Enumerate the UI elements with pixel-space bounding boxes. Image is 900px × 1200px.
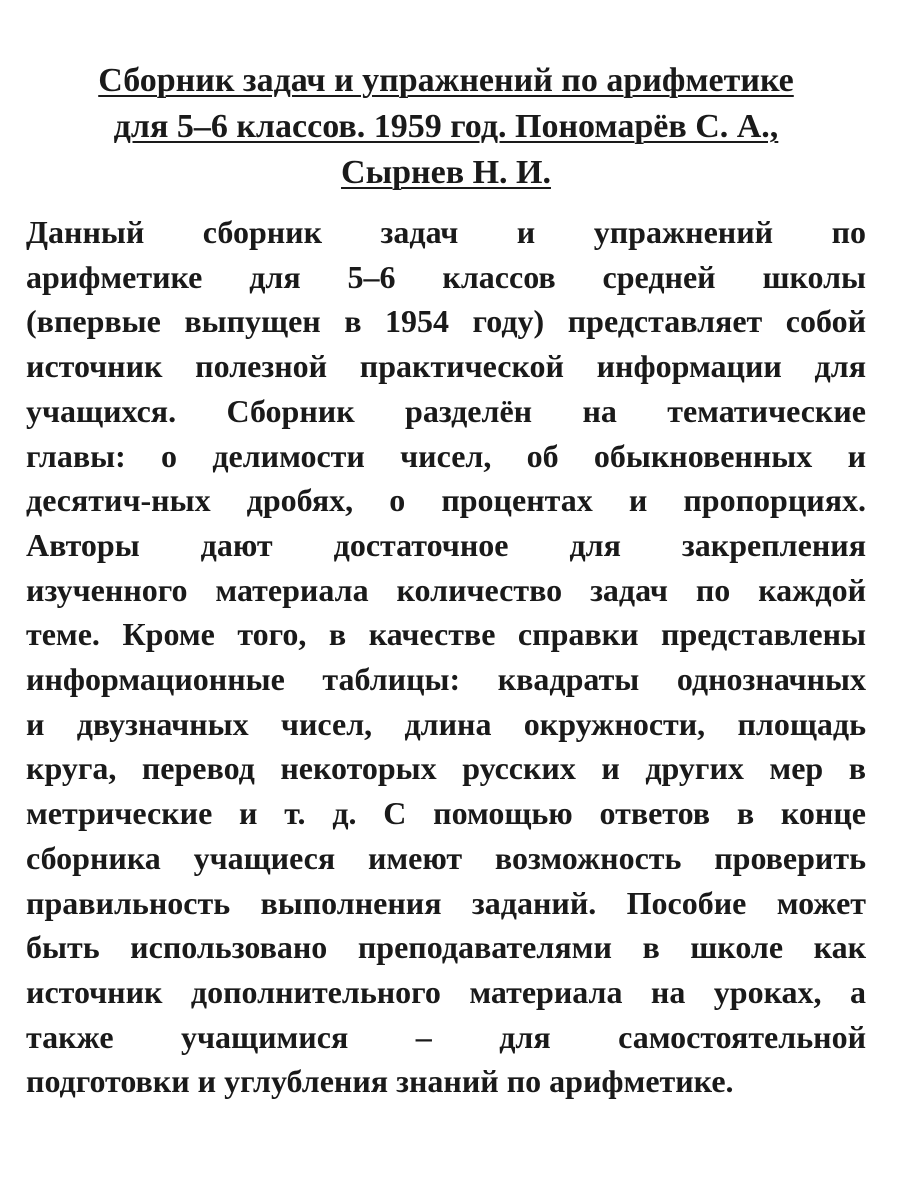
body-line: круга, перевод некоторых русских и других мер в xyxy=(26,750,866,787)
body-line: Авторы дают достаточное для закрепления xyxy=(26,526,866,563)
body-line: Данный сборник задач и упражнений по xyxy=(26,214,866,250)
body-line: сборника учащиеся имеют возможность проверить xyxy=(26,839,866,876)
body-line: также учащимися – для самостоятельной xyxy=(26,1018,866,1055)
title-line: Сборник задач и упражнений по арифметике xyxy=(98,62,794,99)
body-line: учащихся. Сборник разделён на тематические xyxy=(26,392,866,429)
title-line: для 5–6 классов. 1959 год. Пономарёв С. А., xyxy=(113,108,779,145)
body-line: источник дополнительного материала на уроках, а xyxy=(26,973,866,1010)
body-line: десятич-ных дробях, о процентах и пропорциях. xyxy=(26,482,866,519)
body-line: главы: о делимости чисел, об обыкновенных и xyxy=(26,437,866,474)
document-page xyxy=(26,58,866,1104)
body-line: быть использовано преподавателями в школе как xyxy=(26,929,866,966)
body-line: теме. Кроме того, в качестве справки представлены xyxy=(26,616,866,653)
body-line: метрические и т. д. С помощью ответов в конце xyxy=(26,795,866,832)
body-line: (впервые выпущен в 1954 году) представляет собой xyxy=(26,303,866,340)
body-line: подготовки и углубления знаний по арифметике. xyxy=(26,1063,734,1100)
body-line: источник полезной практической информации для xyxy=(26,348,866,385)
body-line: арифметике для 5–6 классов средней школы xyxy=(26,258,866,295)
document-title xyxy=(26,58,866,196)
body-line: правильность выполнения заданий. Пособие может xyxy=(26,884,866,921)
body-line: информационные таблицы: квадраты однозначных xyxy=(26,661,866,698)
body-line: изученного материала количество задач по каждой xyxy=(26,571,866,608)
title-line: Сырнев Н. И. xyxy=(341,154,551,191)
document-body xyxy=(26,210,866,1104)
body-line: и двузначных чисел, длина окружности, площадь xyxy=(26,705,866,742)
